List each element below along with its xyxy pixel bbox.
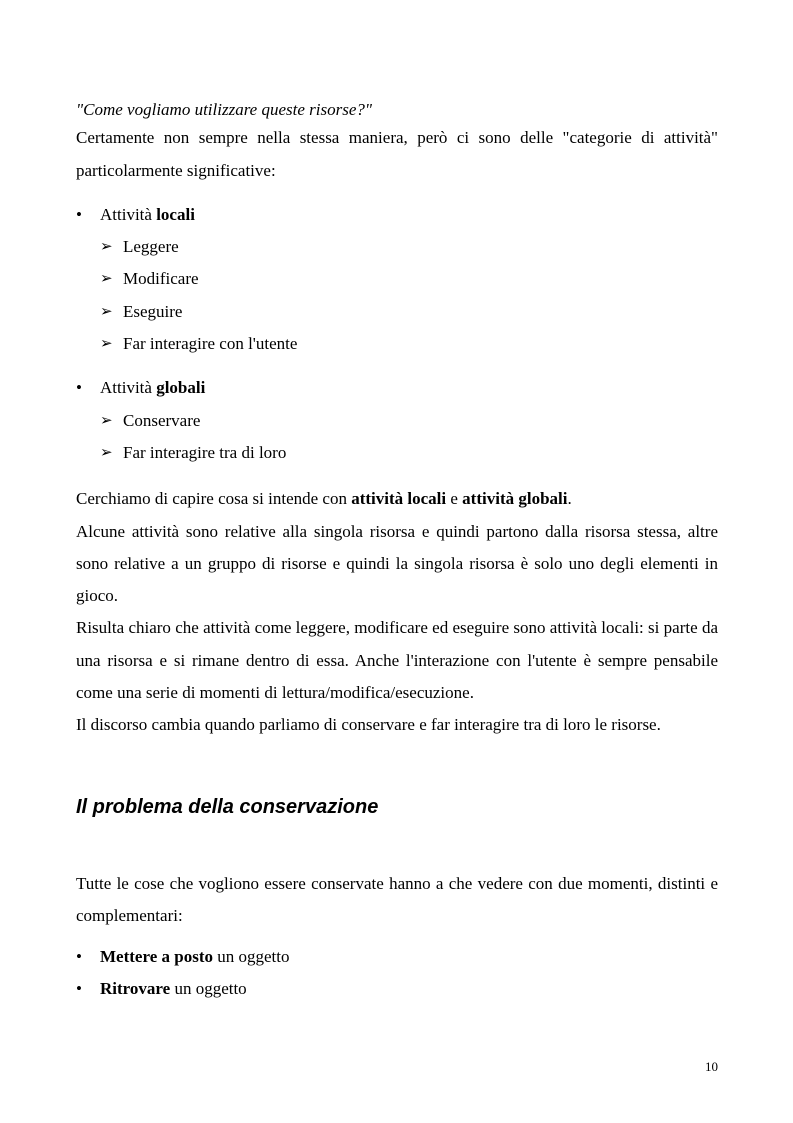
sub-list-item: ➢ Eseguire bbox=[76, 296, 718, 328]
arrow-bullet-icon: ➢ bbox=[100, 239, 113, 256]
sub-list-item: ➢ Conservare bbox=[76, 405, 718, 437]
section-paragraph: Tutte le cose che vogliono essere conservate hanno a che vedere con due momenti, distinti e complementari: bbox=[76, 874, 718, 926]
intro-line-2: particolarmente significative: bbox=[76, 160, 276, 180]
arrow-bullet-icon: ➢ bbox=[100, 303, 113, 320]
bullet-icon: • bbox=[76, 378, 82, 398]
page-number: 10 bbox=[705, 1059, 718, 1074]
arrow-bullet-icon: ➢ bbox=[100, 412, 113, 429]
section-heading: Il problema della conservazione bbox=[76, 796, 379, 818]
explain-paragraph-2: Alcune attività sono relative alla singola risorsa e quindi partono dalla risorsa stessa, altre sono relative a un gruppo di risorse e quindi la singola risorsa è solo uno degli elementi in gioco. bbox=[76, 521, 718, 606]
intro-line-1: Certamente non sempre nella stessa maniera, però ci sono delle "categorie di attività" bbox=[76, 128, 718, 148]
section-bullet-2: • Ritrovare un oggetto bbox=[76, 973, 718, 1005]
bullet-icon: • bbox=[76, 978, 82, 998]
global-activities-bullet bbox=[76, 372, 718, 404]
sub-list-item: ➢ Leggere bbox=[76, 231, 718, 263]
explain-paragraph-3: Risulta chiaro che attività come leggere, modificare ed eseguire sono attività locali: si parte da una risorsa e si rimane dentro di essa. Anche l'interazione con l'utente è sempre pensabile come una serie di momenti di lettura/modifica/esecuzione. bbox=[76, 618, 718, 703]
local-activities-bullet bbox=[76, 199, 718, 231]
section-bullet-1: • Mettere a posto un oggetto bbox=[76, 941, 718, 973]
explain-paragraph-1: Cerchiamo di capire cosa si intende con attività locali e attività globali. bbox=[76, 489, 572, 509]
global-bold: globali bbox=[156, 378, 206, 398]
sub-list-item: ➢ Modificare bbox=[76, 263, 718, 295]
global-prefix: Attività bbox=[100, 378, 157, 398]
section-body bbox=[76, 868, 718, 1005]
page-body bbox=[76, 94, 718, 742]
explain-paragraph-4: Il discorso cambia quando parliamo di conservare e far interagire tra di loro le risorse. bbox=[76, 715, 661, 735]
arrow-bullet-icon: ➢ bbox=[100, 444, 113, 461]
sub-list-item: ➢ Far interagire con l'utente bbox=[76, 328, 718, 360]
arrow-bullet-icon: ➢ bbox=[100, 336, 113, 353]
intro-question: "Come vogliamo utilizzare queste risorse?" bbox=[76, 100, 373, 119]
bullet-icon: • bbox=[76, 946, 82, 966]
local-prefix: Attività bbox=[100, 204, 157, 224]
local-bold: locali bbox=[156, 204, 195, 224]
sub-list-item: ➢ Far interagire tra di loro bbox=[76, 437, 718, 469]
arrow-bullet-icon: ➢ bbox=[100, 271, 113, 288]
bullet-icon: • bbox=[76, 204, 82, 224]
